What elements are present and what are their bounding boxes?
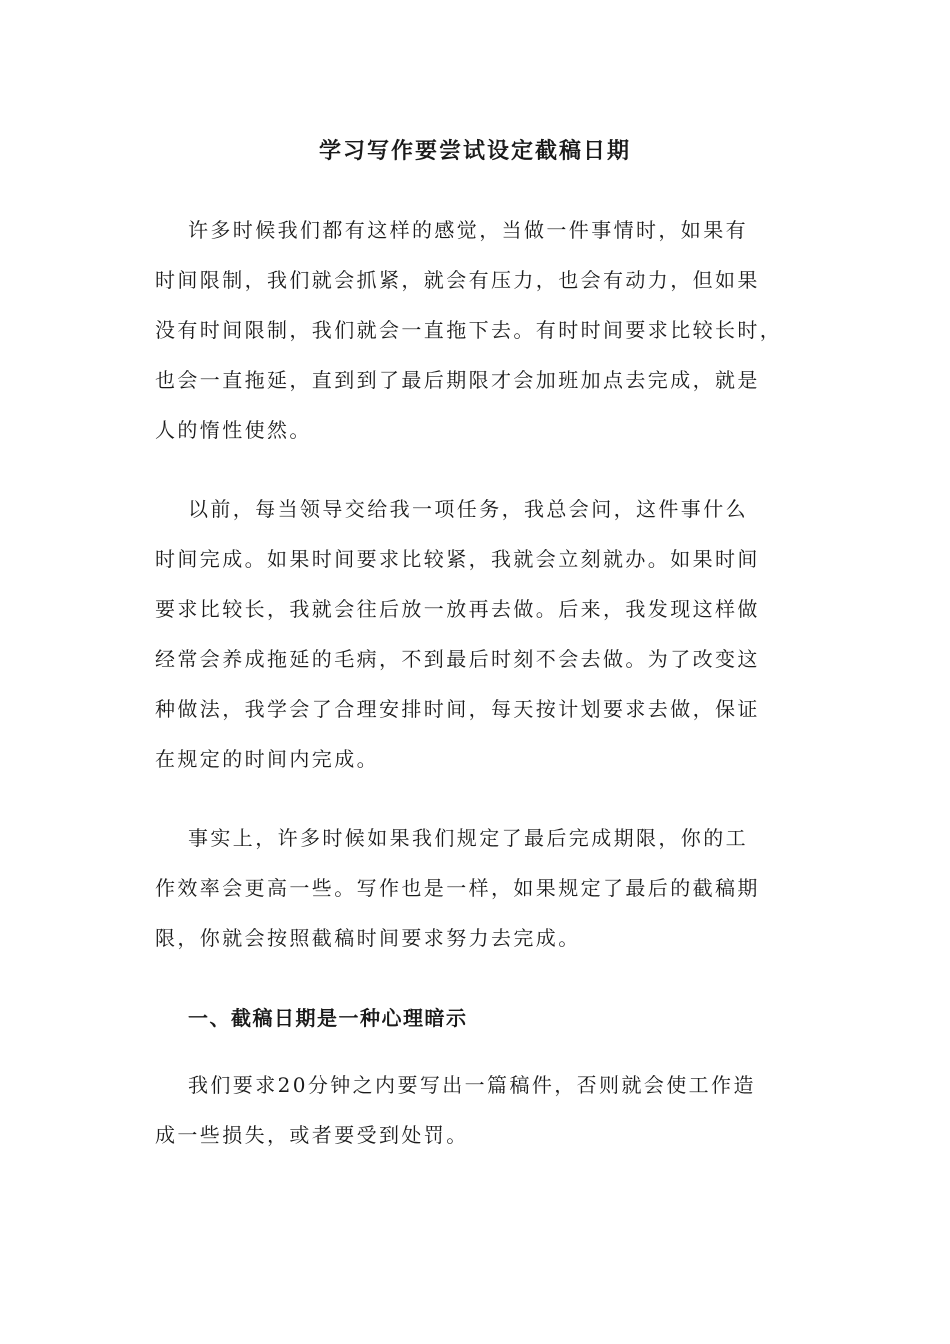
- paragraph-line: 人的惰性使然。: [155, 418, 312, 442]
- paragraph-line: 在规定的时间内完成。: [155, 747, 379, 771]
- paragraph-line: 成一些损失，或者要受到处罚。: [155, 1123, 469, 1147]
- paragraph-line: 也会一直拖延，直到到了最后期限才会加班加点去完成，就是: [155, 368, 760, 392]
- paragraph-line: 作效率会更高一些。写作也是一样，如果规定了最后的截稿期: [155, 876, 760, 900]
- paragraph-line: 经常会养成拖延的毛病，不到最后时刻不会去做。为了改变这: [155, 647, 760, 671]
- paragraph-line: 事实上，许多时候如果我们规定了最后完成期限，你的工: [188, 826, 748, 850]
- paragraph-line: 许多时候我们都有这样的感觉，当做一件事情时，如果有: [188, 218, 748, 242]
- paragraph-line: 时间完成。如果时间要求比较紧，我就会立刻就办。如果时间: [155, 547, 760, 571]
- section-heading: 一、截稿日期是一种心理暗示: [188, 1006, 468, 1030]
- document-title: 学习写作要尝试设定截稿日期: [318, 139, 631, 164]
- paragraph-line: 以前，每当领导交给我一项任务，我总会问，这件事什么: [188, 497, 748, 521]
- paragraph-line: 要求比较长，我就会往后放一放再去做。后来，我发现这样做: [155, 597, 760, 621]
- paragraph-line: 限，你就会按照截稿时间要求努力去完成。: [155, 926, 581, 950]
- paragraph-line: 没有时间限制，我们就会一直拖下去。有时时间要求比较长时，: [155, 318, 783, 342]
- paragraph-line: 时间限制，我们就会抓紧，就会有压力，也会有动力，但如果: [155, 268, 760, 292]
- paragraph-line: 我们要求20分钟之内要写出一篇稿件，否则就会使工作造: [188, 1073, 756, 1097]
- paragraph-line: 种做法，我学会了合理安排时间，每天按计划要求去做，保证: [155, 697, 760, 721]
